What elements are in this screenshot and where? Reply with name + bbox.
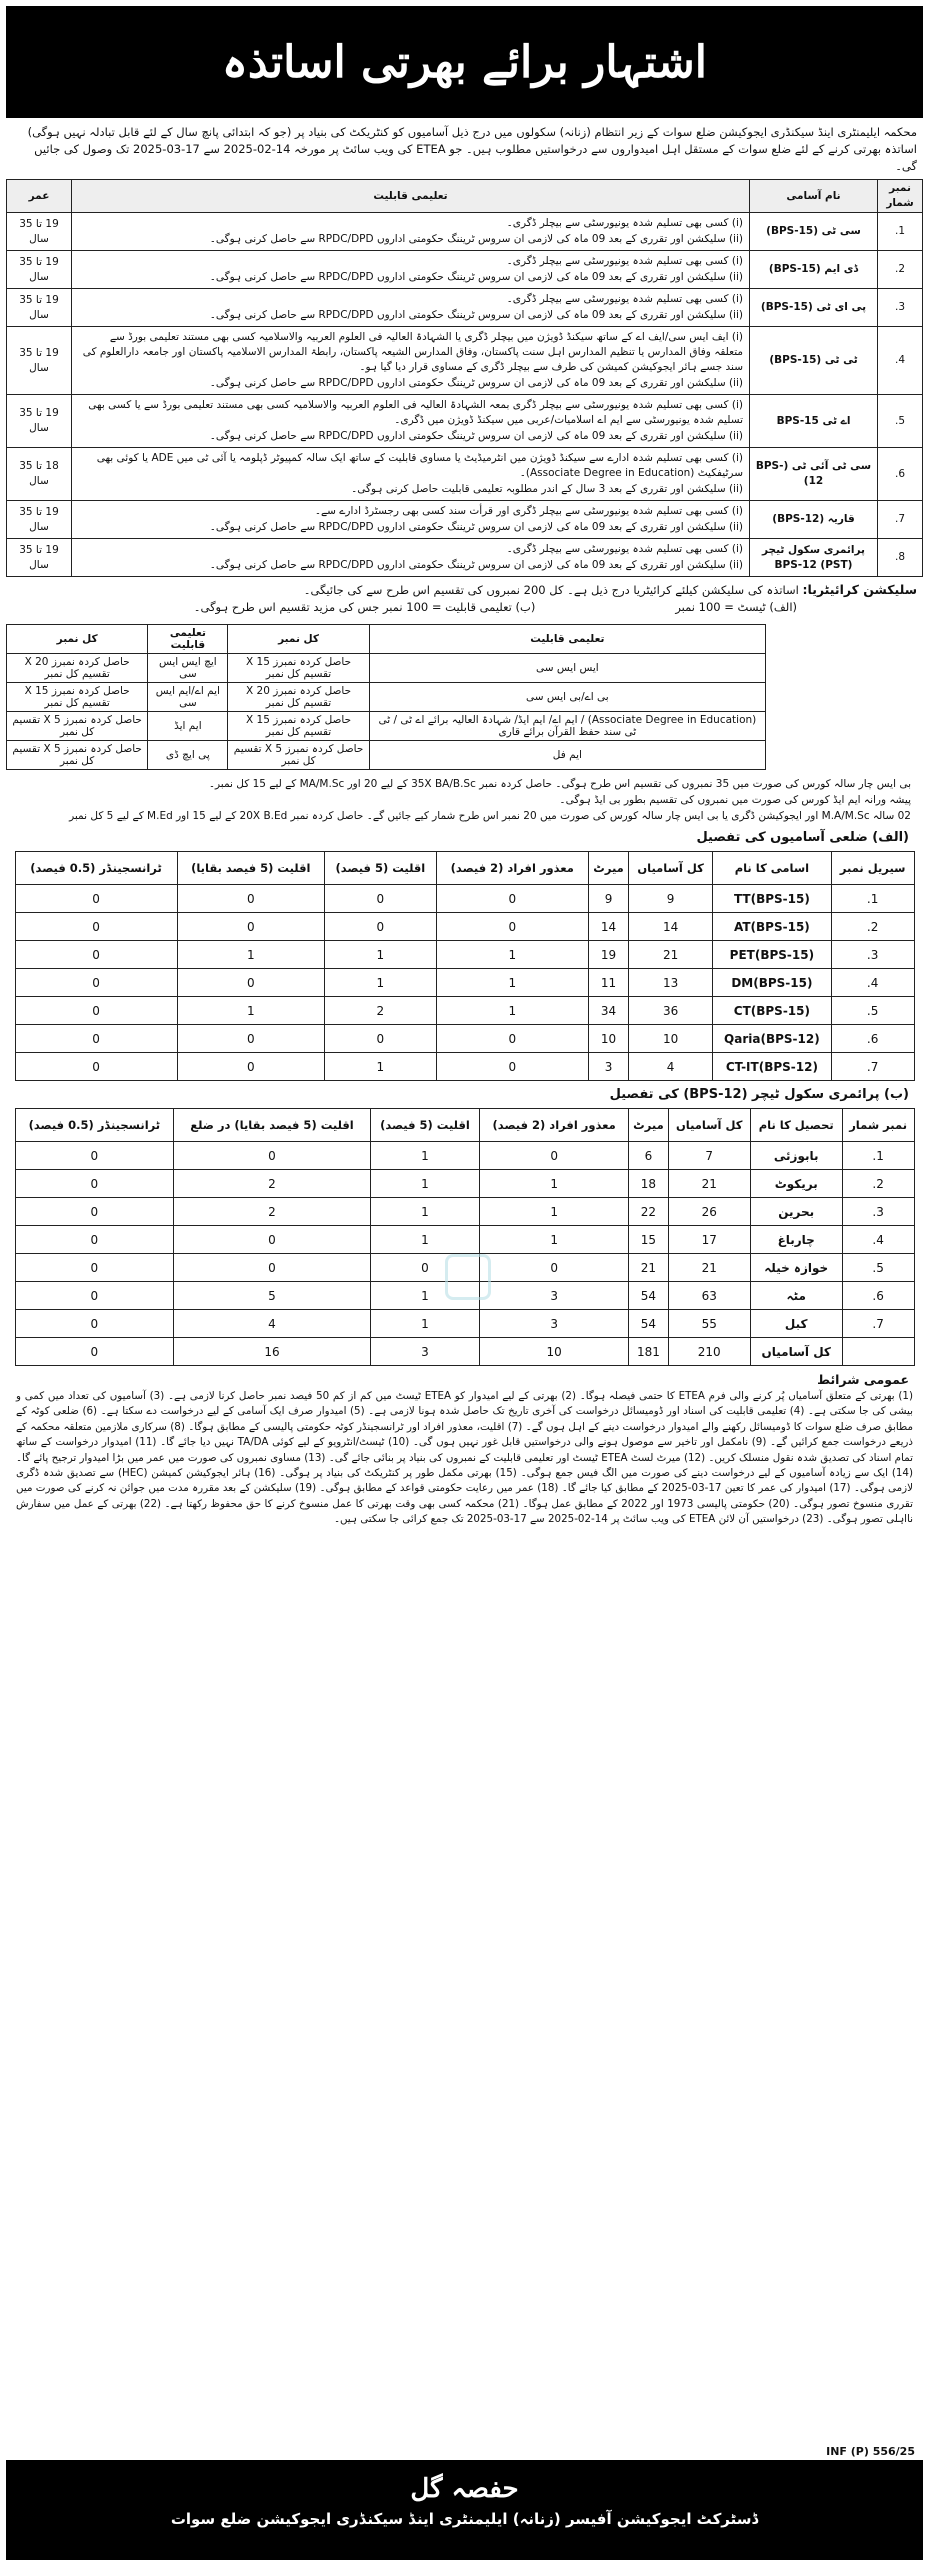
table-cell: 0: [15, 1170, 174, 1198]
table-row: [15, 1310, 914, 1338]
post-age: 19 تا 35 سال: [7, 327, 72, 395]
vacancy-b-title: (ب) پرائمری سکول ٹیچر (BPS-12) کی تفصیل: [609, 1087, 909, 1102]
table-row: [15, 1025, 914, 1053]
post-serial: 3.: [878, 289, 923, 327]
post-name: پرائمری سکول ٹیچر (PST) BPS-12: [750, 539, 878, 577]
general-conditions-heading: عمومی شرائط: [817, 1372, 909, 1387]
qualification-line: (i) کسی بھی تسلیم شدہ یونیورسٹی سے بیچلر ڈگری۔: [506, 293, 743, 305]
table-cell: خوازہ خیلہ: [750, 1254, 842, 1282]
criteria-header-marks: کل نمبر: [228, 625, 369, 654]
table-cell: DM(BPS-15): [712, 969, 831, 997]
table-row: [7, 327, 923, 395]
marks-part-a: (الف) ٹیسٹ = 100 نمبر: [675, 600, 797, 614]
criteria-header-marks2: کل نمبر: [7, 625, 148, 654]
table-cell: 0: [436, 913, 588, 941]
intro-paragraph: محکمہ ایلیمنٹری اینڈ سیکنڈری ایجوکیشن ضلع سوات کے زیر انتظام (زنانہ) سکولوں میں درج ذیل آسامیوں کو کنٹریکٹ کی بنیاد پر (جو کہ ابتدائی پانچ سال کے لئے قابل تبادلہ نہیں ہوگی) اساتذہ بھرتی کرنے کے لئے ضلع سوات کے مستقل اہل امیدواروں سے درخواستیں مطلوب ہیں۔ جو ETEA کی ویب سائٹ پر مورخہ 14-02-2025 سے 17-03-2025 تک وصول کی جائیں گی۔: [27, 125, 917, 173]
post-serial: 2.: [878, 251, 923, 289]
criteria-qualification: ایم فل: [369, 741, 765, 770]
table-cell: 3.: [831, 941, 914, 969]
criteria-notes: [6, 774, 923, 826]
marks-part-b: (ب) تعلیمی قابلیت = 100 نمبر جس کی مزید تقسیم اس طرح ہوگی۔: [193, 600, 536, 614]
criteria-qualification-2: پی ایچ ڈی: [148, 741, 228, 770]
criteria-note: پیشہ ورانہ ایم ایڈ کورس کی صورت میں نمبروں کی تقسیم بطور بی ایڈ ہوگی۔: [559, 794, 911, 806]
table-cell: 7: [668, 1142, 750, 1170]
table-cell: 63: [668, 1282, 750, 1310]
table-row: [15, 1226, 914, 1254]
table-cell: 10: [588, 1025, 628, 1053]
vacancy-b-header: [15, 1109, 914, 1142]
table-cell: 0: [174, 1142, 370, 1170]
ad-title: اشتہار برائے بھرتی اساتذہ: [222, 36, 707, 88]
table-cell: 3: [480, 1310, 629, 1338]
footer-banner: [6, 2460, 923, 2560]
post-qualification: [72, 251, 750, 289]
table-cell: کبل: [750, 1310, 842, 1338]
column-header: اقلیت (5 فیصد): [324, 852, 436, 885]
table-cell: 1.: [842, 1142, 914, 1170]
column-header: کل آسامیاں: [629, 852, 713, 885]
qualification-line: (i) کسی بھی تسلیم شدہ یونیورسٹی سے بیچلر ڈگری۔: [506, 217, 743, 229]
table-cell: 0: [177, 1025, 324, 1053]
table-cell: 2.: [842, 1170, 914, 1198]
table-cell: بحرین: [750, 1198, 842, 1226]
table-cell: 6.: [831, 1025, 914, 1053]
post-name: سی ٹی (BPS-15): [750, 213, 878, 251]
table-cell: 1: [436, 969, 588, 997]
qualification-line: (ii) سلیکشن اور تقرری کے بعد 3 سال کے اندر مطلوبہ تعلیمی قابلیت حاصل کرنی ہوگی۔: [351, 483, 743, 495]
table-cell: 4.: [842, 1226, 914, 1254]
table-cell: 0: [324, 1025, 436, 1053]
post-age: 19 تا 35 سال: [7, 395, 72, 448]
table-row: [15, 1338, 914, 1366]
table-cell: 0: [15, 1226, 174, 1254]
table-cell: 0: [177, 913, 324, 941]
table-cell: 21: [629, 1254, 669, 1282]
table-cell: 0: [370, 1254, 479, 1282]
table-cell: 1: [480, 1198, 629, 1226]
table-cell: 1: [177, 997, 324, 1025]
column-header: معذور افراد (2 فیصد): [436, 852, 588, 885]
table-cell: 0: [15, 997, 177, 1025]
post-age: 19 تا 35 سال: [7, 501, 72, 539]
table-cell: 0: [324, 913, 436, 941]
criteria-marks: حاصل کردہ نمبرز X 20 تقسیم کل نمبر: [228, 683, 369, 712]
table-cell: 0: [15, 1198, 174, 1226]
table-cell: 0: [436, 885, 588, 913]
header-qualification: تعلیمی قابلیت: [72, 180, 750, 213]
table-cell: 210: [668, 1338, 750, 1366]
posts-table-body: [7, 213, 923, 577]
table-row: [7, 213, 923, 251]
table-cell: 7.: [842, 1310, 914, 1338]
criteria-body: [7, 654, 766, 770]
post-name: اے ٹی BPS-15: [750, 395, 878, 448]
posts-table: [6, 179, 923, 577]
table-cell: 0: [436, 1025, 588, 1053]
table-cell: 36: [629, 997, 713, 1025]
criteria-qualification: (Associate Degree in Education) / ایم اے/ ایم ایڈ/ شہادۃ العالیہ برائے اے ٹی / ٹی ٹی سند حفظ القرآن برائے قاری: [369, 712, 765, 741]
table-cell: 0: [15, 1254, 174, 1282]
header-banner: [6, 6, 923, 118]
table-cell: 15: [629, 1226, 669, 1254]
table-cell: 0: [15, 913, 177, 941]
criteria-qualification: بی اے/بی ایس سی: [369, 683, 765, 712]
post-serial: 1.: [878, 213, 923, 251]
table-cell: 14: [588, 913, 628, 941]
qualification-line: (i) کسی بھی تسلیم شدہ یونیورسٹی سے بیچلر ڈگری بمعہ الشہادۃ العالیہ فی العلوم العربیہ والاسلامیہ کسی بھی مستند تعلیمی بورڈ سے یا کسی بھی تسلیم شدہ یونیورسٹی سے ایم اے اسلامیات/عربی میں سیکنڈ ڈویژن میں ڈگری۔: [88, 399, 743, 426]
criteria-marks: حاصل کردہ نمبرز X 15 تقسیم کل نمبر: [228, 654, 369, 683]
table-cell: PET(BPS-15): [712, 941, 831, 969]
column-header: تحصیل کا نام: [750, 1109, 842, 1142]
table-cell: کل آسامیاں: [750, 1338, 842, 1366]
table-cell: 34: [588, 997, 628, 1025]
table-cell: 9: [588, 885, 628, 913]
post-age: 18 تا 35 سال: [7, 448, 72, 501]
criteria-qualification-2: ایم ایڈ: [148, 712, 228, 741]
table-cell: 55: [668, 1310, 750, 1338]
qualification-line: (ii) سلیکشن اور تقرری کے بعد 09 ماہ کی لازمی ان سروس ٹریننگ حکومتی اداروں RPDC/DPD سے حاصل کرنی ہوگی۔: [209, 377, 743, 389]
table-cell: 1: [370, 1226, 479, 1254]
post-name: سی ٹی آئی ٹی (BPS-12): [750, 448, 878, 501]
post-qualification: [72, 395, 750, 448]
post-serial: 7.: [878, 501, 923, 539]
table-cell: 0: [15, 1338, 174, 1366]
table-cell: 0: [174, 1226, 370, 1254]
post-serial: 8.: [878, 539, 923, 577]
table-row: [7, 395, 923, 448]
table-cell: 3.: [842, 1198, 914, 1226]
table-row: [15, 969, 914, 997]
table-row: [15, 1170, 914, 1198]
criteria-note: 02 سالہ M.A/M.Sc اور ایجوکیشن ڈگری یا بی ایس چار سالہ کورس کی صورت میں 20 نمبر اس طرح شمار کیے جائیں گے۔ حاصل کردہ نمبر 20X B.Ed کے لیے 15 اور M.Ed کے لیے 5 کل نمبر: [69, 810, 911, 822]
table-cell: 0: [177, 1053, 324, 1081]
post-serial: 5.: [878, 395, 923, 448]
table-row: [7, 501, 923, 539]
qualification-line: (ii) سلیکشن اور تقرری کے بعد 09 ماہ کی لازمی ان سروس ٹریننگ حکومتی اداروں RPDC/DPD سے حاصل کرنی ہوگی۔: [209, 559, 743, 571]
criteria-qualification: ایس ایس سی: [369, 654, 765, 683]
post-name: ڈی ایم (BPS-15): [750, 251, 878, 289]
table-cell: 7.: [831, 1053, 914, 1081]
qualification-line: (ii) سلیکشن اور تقرری کے بعد 09 ماہ کی لازمی ان سروس ٹریننگ حکومتی اداروں RPDC/DPD سے حاصل کرنی ہوگی۔: [209, 309, 743, 321]
table-cell: 2.: [831, 913, 914, 941]
vacancy-a-body: [15, 885, 914, 1081]
post-age: 19 تا 35 سال: [7, 289, 72, 327]
table-cell: AT(BPS-15): [712, 913, 831, 941]
criteria-table: [6, 624, 766, 770]
table-cell: 6: [629, 1142, 669, 1170]
table-cell: 1: [324, 969, 436, 997]
table-cell: 54: [629, 1310, 669, 1338]
table-cell: 21: [629, 941, 713, 969]
table-row: [7, 251, 923, 289]
table-cell: 18: [629, 1170, 669, 1198]
table-cell: 5.: [831, 997, 914, 1025]
advertisement-page: [0, 6, 929, 2566]
column-header: کل آسامیاں: [668, 1109, 750, 1142]
qualification-line: (ii) سلیکشن اور تقرری کے بعد 09 ماہ کی لازمی ان سروس ٹریننگ حکومتی اداروں RPDC/DPD سے حاصل کرنی ہوگی۔: [209, 233, 743, 245]
post-qualification: [72, 213, 750, 251]
table-cell: Qaria(BPS-12): [712, 1025, 831, 1053]
table-cell: 181: [629, 1338, 669, 1366]
table-cell: 0: [436, 1053, 588, 1081]
table-cell: 1: [324, 941, 436, 969]
qualification-line: (i) کسی بھی تسلیم شدہ یونیورسٹی سے بیچلر ڈگری اور قرأت سند کسی بھی رجسٹرڈ ادارے سے۔: [314, 505, 743, 517]
posts-table-header: [7, 180, 923, 213]
marks-split: [12, 599, 917, 616]
table-cell: 26: [668, 1198, 750, 1226]
officer-name: حفصہ گل: [410, 2474, 519, 2504]
table-cell: 21: [668, 1170, 750, 1198]
table-cell: 11: [588, 969, 628, 997]
vacancy-a-table: [15, 851, 915, 1081]
table-cell: 0: [480, 1142, 629, 1170]
table-row: [7, 683, 766, 712]
table-cell: مٹہ: [750, 1282, 842, 1310]
table-cell: 0: [177, 885, 324, 913]
qualification-line: (i) کسی بھی تسلیم شدہ یونیورسٹی سے بیچلر ڈگری۔: [506, 543, 743, 555]
table-cell: 16: [174, 1338, 370, 1366]
criteria-marks-2: حاصل کردہ نمبرز X 15 تقسیم کل نمبر: [7, 683, 148, 712]
officer-designation: ڈسٹرکٹ ایجوکیشن آفیسر (زنانہ) ایلیمنٹری اینڈ سیکنڈری ایجوکیشن ضلع سوات: [170, 2510, 759, 2528]
post-age: 19 تا 35 سال: [7, 539, 72, 577]
qualification-line: (ii) سلیکشن اور تقرری کے بعد 09 ماہ کی لازمی ان سروس ٹریننگ حکومتی اداروں RPDC/DPD سے حاصل کرنی ہوگی۔: [209, 271, 743, 283]
post-qualification: [72, 289, 750, 327]
table-cell: 1: [480, 1226, 629, 1254]
table-cell: 13: [629, 969, 713, 997]
table-cell: 4: [629, 1053, 713, 1081]
table-cell: 5.: [842, 1254, 914, 1282]
post-name: ٹی ٹی (BPS-15): [750, 327, 878, 395]
table-cell: 10: [629, 1025, 713, 1053]
table-cell: 0: [15, 941, 177, 969]
table-cell: 4: [174, 1310, 370, 1338]
table-row: [7, 448, 923, 501]
column-header: اقلیت (5 فیصد بقایا): [177, 852, 324, 885]
criteria-marks-2: حاصل کردہ نمبرز X 5 تقسیم کل نمبر: [7, 741, 148, 770]
table-cell: 19: [588, 941, 628, 969]
column-header: اقلیت (5 فیصد بقایا) در ضلع: [174, 1109, 370, 1142]
table-cell: 1: [480, 1170, 629, 1198]
selection-heading: سلیکشن کرائیٹریا:: [802, 582, 917, 597]
table-row: [15, 1053, 914, 1081]
post-name: قاریہ (BPS-12): [750, 501, 878, 539]
criteria-header-qual: تعلیمی قابلیت: [369, 625, 765, 654]
post-qualification: [72, 448, 750, 501]
column-header: میرٹ: [588, 852, 628, 885]
criteria-qualification-2: ایم اے/ایم ایس سی: [148, 683, 228, 712]
post-qualification: [72, 327, 750, 395]
table-cell: 0: [15, 1142, 174, 1170]
table-row: [7, 539, 923, 577]
criteria-marks-2: حاصل کردہ نمبرز X 20 تقسیم کل نمبر: [7, 654, 148, 683]
column-header: اقلیت (5 فیصد): [370, 1109, 479, 1142]
criteria-header: [7, 625, 766, 654]
criteria-marks: حاصل کردہ نمبرز X 15 تقسیم کل نمبر: [228, 712, 369, 741]
table-cell: 17: [668, 1226, 750, 1254]
inf-reference: INF (P) 556/25: [826, 2445, 915, 2458]
table-row: [15, 997, 914, 1025]
table-cell: 1: [324, 1053, 436, 1081]
watermark-logo-icon: [445, 1254, 491, 1300]
table-cell: 1: [370, 1142, 479, 1170]
table-row: [15, 1142, 914, 1170]
criteria-header-qual2: تعلیمی قابلیت: [148, 625, 228, 654]
table-cell: 1: [370, 1198, 479, 1226]
vacancy-a-title: (الف) ضلعی آسامیوں کی تفصیل: [696, 830, 909, 845]
column-header: ٹرانسجینڈر (0.5 فیصد): [15, 852, 177, 885]
selection-criteria: [6, 577, 923, 620]
header-age: عمر: [7, 180, 72, 213]
criteria-marks: حاصل کردہ نمبرز X 5 تقسیم کل نمبر: [228, 741, 369, 770]
table-cell: 1.: [831, 885, 914, 913]
table-row: [7, 289, 923, 327]
table-cell: 22: [629, 1198, 669, 1226]
column-header: میرٹ: [629, 1109, 669, 1142]
table-cell: 1: [177, 941, 324, 969]
table-row: [15, 1198, 914, 1226]
table-cell: چارباغ: [750, 1226, 842, 1254]
table-cell: 5: [174, 1282, 370, 1310]
column-header: معذور افراد (2 فیصد): [480, 1109, 629, 1142]
table-cell: TT(BPS-15): [712, 885, 831, 913]
table-row: [7, 712, 766, 741]
table-cell: 3: [588, 1053, 628, 1081]
table-cell: 0: [177, 969, 324, 997]
criteria-marks-2: حاصل کردہ نمبرز X 5 تقسیم کل نمبر: [7, 712, 148, 741]
table-cell: 0: [480, 1254, 629, 1282]
table-cell: 9: [629, 885, 713, 913]
table-cell: [842, 1338, 914, 1366]
table-row: [15, 913, 914, 941]
selection-text: اساتذہ کی سلیکشن کیلئے کرائیٹریا درج ذیل ہے۔ کل 200 نمبروں کی تقسیم اس طرح سے کی جائیگی۔: [303, 583, 799, 597]
table-cell: بابوزئی: [750, 1142, 842, 1170]
table-cell: 2: [174, 1198, 370, 1226]
table-cell: 3: [370, 1338, 479, 1366]
table-cell: 1: [370, 1282, 479, 1310]
table-row: [15, 885, 914, 913]
table-cell: بریکوٹ: [750, 1170, 842, 1198]
criteria-qualification-2: ایچ ایس ایس سی: [148, 654, 228, 683]
table-cell: 0: [174, 1254, 370, 1282]
post-qualification: [72, 539, 750, 577]
header-sn: نمبر شمار: [878, 180, 923, 213]
table-cell: CT(BPS-15): [712, 997, 831, 1025]
table-row: [15, 941, 914, 969]
vacancy-a-header: [15, 852, 914, 885]
column-header: سیریل نمبر: [831, 852, 914, 885]
table-cell: 1: [436, 941, 588, 969]
table-cell: CT-IT(BPS-12): [712, 1053, 831, 1081]
column-header: نمبر شمار: [842, 1109, 914, 1142]
table-cell: 4.: [831, 969, 914, 997]
post-age: 19 تا 35 سال: [7, 251, 72, 289]
post-serial: 6.: [878, 448, 923, 501]
table-cell: 0: [15, 1310, 174, 1338]
table-cell: 3: [480, 1282, 629, 1310]
table-cell: 10: [480, 1338, 629, 1366]
table-cell: 54: [629, 1282, 669, 1310]
qualification-line: (i) کسی بھی تسلیم شدہ ادارے سے سیکنڈ ڈویژن میں انٹرمیڈیٹ یا مساوی قابلیت کے ساتھ ایک سالہ کمپیوٹر ڈپلومہ یا آئی ٹی میں ADE یا کوئی بھی سرٹیفکیٹ (Associate Degree in Education)۔: [96, 452, 743, 479]
table-cell: 1: [436, 997, 588, 1025]
criteria-note: بی ایس چار سالہ کورس کی صورت میں 35 نمبروں کی تقسیم اس طرح ہوگی۔ حاصل کردہ نمبر 35X BA/B.Sc کے لیے 20 اور MA/M.Sc کے لیے 15 کل نمبر۔: [208, 778, 911, 790]
vacancy-b-table: [15, 1108, 915, 1366]
table-cell: 14: [629, 913, 713, 941]
column-header: ٹرانسجینڈر (0.5 فیصد): [15, 1109, 174, 1142]
table-cell: 1: [370, 1170, 479, 1198]
post-age: 19 تا 35 سال: [7, 213, 72, 251]
table-cell: 1: [370, 1310, 479, 1338]
table-cell: 2: [174, 1170, 370, 1198]
table-cell: 0: [15, 885, 177, 913]
table-row: [7, 741, 766, 770]
qualification-line: (i) ایف ایس سی/ایف اے کے ساتھ سیکنڈ ڈویژن میں بیچلر ڈگری یا الشہادۃ العالیہ فی العلوم العربیہ والاسلامیہ کسی بھی مستند تعلیمی بورڈ سے متعلقہ وفاق المدارس یا تنظیم المدارس اہل سنت پاکستان، وفاق المدارس الشیعہ پاکستان، رابطۃ المدارس الاسلامیہ پاکستان اور جامعہ دارالعلوم کی سند جسے ہائر ایجوکیشن کمیشن کی طرف سے بیچلر ڈگری کے مساوی قرار دیا گیا ہو۔: [82, 331, 743, 373]
post-name: پی ای ٹی (BPS-15): [750, 289, 878, 327]
qualification-line: (i) کسی بھی تسلیم شدہ یونیورسٹی سے بیچلر ڈگری۔: [506, 255, 743, 267]
table-cell: 21: [668, 1254, 750, 1282]
table-cell: 0: [324, 885, 436, 913]
table-cell: 0: [15, 1282, 174, 1310]
general-conditions-text: (1) بھرتی کے متعلق آسامیاں پُر کرنے والی فرم ETEA کا حتمی فیصلہ ہوگا۔ (2) بھرتی کے لیے امیدوار کو ETEA ٹیسٹ میں کم از کم 50 فیصد نمبر حاصل کرنا لازمی ہے۔ (3) آسامیوں کی تعداد میں کمی و بیشی کی جا سکتی ہے۔ (4) تعلیمی قابلیت کی اسناد اور ڈومیسائل درخواست کی آخری تاریخ تک حاصل شدہ ہونا لازمی ہے۔ (5) امیدوار صرف ایک آسامی کے لیے درخواست دے سکتا ہے۔ (6) ضلعی کوٹہ کے مطابق صرف ضلع سوات کا ڈومیسائل رکھنے والے امیدوار درخواست دینے کے اہل ہوں گے۔ (7) اقلیت، معذور افراد اور ٹرانسجینڈر کوٹہ حکومتی پالیسی کے مطابق ہوگا۔ (8) سرکاری ملازمین متعلقہ محکمہ کے ذریعے درخواست جمع کرائیں گے۔ (9) نامکمل اور تاخیر سے موصول ہونے والی درخواستیں قابل غور نہیں ہوں گی۔ (10) ٹیسٹ/انٹرویو کے لیے کوئی TA/DA نہیں دیا جائے گا۔ (11) امیدوار درخواست کے ساتھ تمام اسناد کی تصدیق شدہ نقول منسلک کریں۔ (12) میرٹ لسٹ ETEA ٹیسٹ اور تعلیمی قابلیت کے نمبروں کی بنیاد پر بنائی جائے گی۔ (13) مساوی نمبروں کی صورت میں عمر میں بڑا امیدوار ترجیح پائے گا۔ (14) ایک سے زیادہ آسامیوں کے لیے درخواست دینے کی صورت میں الگ فیس جمع ہوگی۔ (15) بھرتی مکمل طور پر کنٹریکٹ کی بنیاد پر ہوگی۔ (16) ہائر ایجوکیشن کمیشن (HEC) سے تصدیق شدہ ڈگری لازمی ہوگی۔ (17) امیدوار کی عمر کا تعین 17-03-2025 کے مطابق کیا جائے گا۔ (18) عمر میں رعایت حکومتی قواعد کے مطابق ہوگی۔ (19) سلیکشن کے بعد مقررہ مدت میں جوائن نہ کرنے کی صورت میں تقرری منسوخ تصور ہوگی۔ (20) حکومتی پالیسی 1973 اور 2022 کے مطابق عمل ہوگا۔ (21) محکمہ کسی بھی وقت بھرتی کا عمل منسوخ کرنے کا حق محفوظ رکھتا ہے۔ (22) بھرتی کے عمل میں سفارش نااہلی تصور ہوگی۔ (23) درخواستیں آن لائن ETEA کی ویب سائٹ پر 14-02-2025 سے 17-03-2025 تک جمع کرائی جا سکتی ہیں۔: [16, 1390, 914, 1526]
table-cell: 6.: [842, 1282, 914, 1310]
post-qualification: [72, 501, 750, 539]
header-post: نام آسامی: [750, 180, 878, 213]
column-header: اسامی کا نام: [712, 852, 831, 885]
qualification-line: (ii) سلیکشن اور تقرری کے بعد 09 ماہ کی لازمی ان سروس ٹریننگ حکومتی اداروں RPDC/DPD سے حاصل کرنی ہوگی۔: [209, 521, 743, 533]
qualification-line: (ii) سلیکشن اور تقرری کے بعد 09 ماہ کی لازمی ان سروس ٹریننگ حکومتی اداروں RPDC/DPD سے حاصل کرنی ہوگی۔: [209, 430, 743, 442]
post-serial: 4.: [878, 327, 923, 395]
table-cell: 0: [15, 1025, 177, 1053]
table-cell: 0: [15, 1053, 177, 1081]
table-cell: 2: [324, 997, 436, 1025]
table-row: [7, 654, 766, 683]
table-cell: 0: [15, 969, 177, 997]
